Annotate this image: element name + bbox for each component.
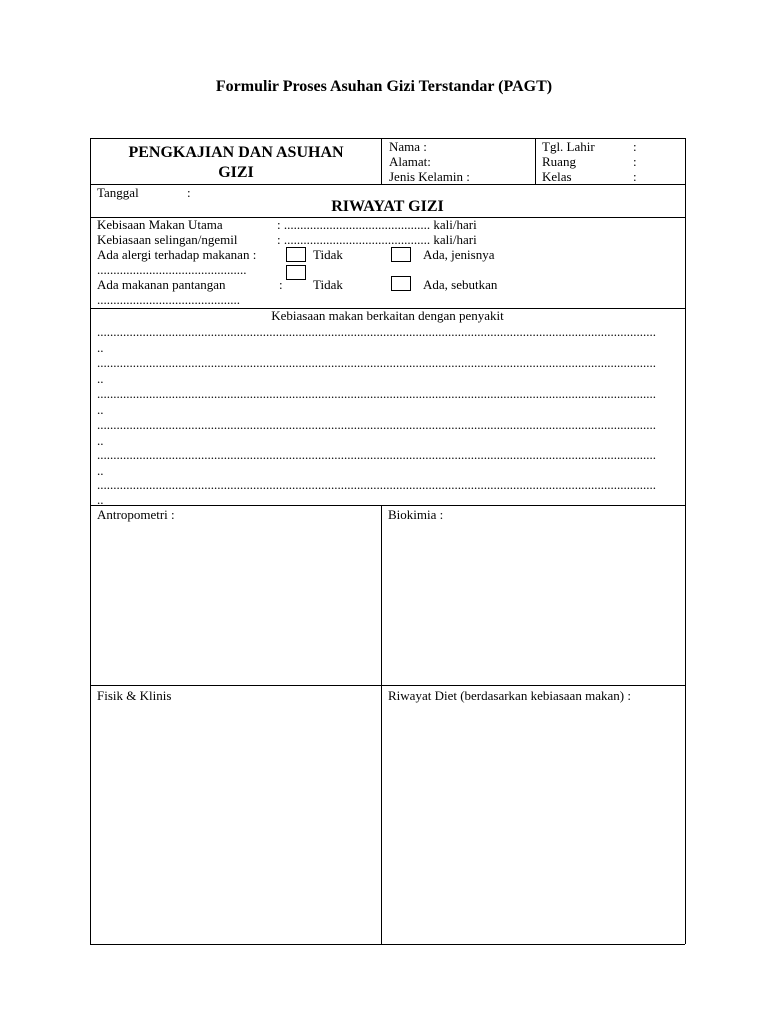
selingan-value: : ............................................. kali/hari — [277, 232, 477, 247]
ruang-colon: : — [633, 154, 637, 169]
penyakit-line-4-tail: .. — [97, 433, 104, 448]
nama-label: Nama : — [389, 139, 427, 154]
pantangan-dots[interactable]: ............................................ — [97, 292, 240, 307]
penyakit-line-6-tail: .. — [97, 492, 104, 507]
penyakit-line-3-tail: .. — [97, 402, 104, 417]
alergi-ada-label: Ada, jenisnya — [423, 247, 495, 262]
table-border-bottom — [90, 944, 685, 945]
pantangan-tidak-checkbox[interactable] — [286, 265, 306, 280]
riwayat-diet-label: Riwayat Diet (berdasarkan kebiasaan makan) : — [388, 688, 631, 703]
penyakit-line-1[interactable]: ............................................................................................................................................................................ — [97, 324, 656, 339]
antropometri-field[interactable] — [92, 524, 380, 684]
pantangan-ada-checkbox[interactable] — [391, 276, 411, 291]
tgl-lahir-label: Tgl. Lahir — [542, 139, 595, 154]
alamat-label: Alamat: — [389, 154, 431, 169]
alergi-label: Ada alergi terhadap makanan : — [97, 247, 257, 262]
penyakit-heading: Kebiasaan makan berkaitan dengan penyakit — [271, 308, 504, 323]
alergi-tidak-label: Tidak — [313, 247, 343, 262]
header-row-bottom — [90, 184, 685, 185]
form-heading — [92, 143, 380, 183]
pantangan-ada-label: Ada, sebutkan — [423, 277, 498, 292]
tanggal-label: Tanggal — [97, 185, 139, 200]
penyakit-bottom — [90, 505, 685, 506]
penyakit-line-1-tail: .. — [97, 340, 104, 355]
table-border-top — [90, 138, 685, 139]
biokimia-label: Biokimia : — [388, 507, 444, 522]
penyakit-line-3[interactable]: ............................................................................................................................................................................ — [97, 386, 656, 401]
fisik-klinis-field[interactable] — [92, 705, 380, 943]
alergi-dots[interactable]: .............................................. — [97, 262, 247, 277]
antropometri-label: Antropometri : — [97, 507, 175, 522]
jenis-kelamin-label: Jenis Kelamin : — [389, 169, 470, 184]
header-divider-1 — [381, 138, 382, 184]
fisik-klinis-label: Fisik & Klinis — [97, 688, 172, 703]
panels-middle-line — [90, 685, 685, 686]
kelas-label: Kelas — [542, 169, 572, 184]
kelas-colon: : — [633, 169, 637, 184]
penyakit-line-6[interactable]: ............................................................................................................................................................................ — [97, 477, 656, 492]
form-title: Formulir Proses Asuhan Gizi Terstandar (PAGT) — [215, 78, 553, 95]
header-divider-2 — [535, 138, 536, 184]
penyakit-line-5[interactable]: ............................................................................................................................................................................ — [97, 447, 656, 462]
makan-utama-label: Kebisaan Makan Utama — [97, 217, 223, 232]
table-border-left — [90, 138, 91, 944]
alergi-ada-checkbox[interactable] — [391, 247, 411, 262]
panels-center-divider — [381, 505, 382, 944]
table-border-right — [685, 138, 686, 944]
biokimia-field[interactable] — [383, 524, 684, 684]
pantangan-colon: : — [279, 277, 283, 292]
tgl-lahir-colon: : — [633, 139, 637, 154]
pantangan-tidak-label: Tidak — [313, 277, 343, 292]
penyakit-line-4[interactable]: ............................................................................................................................................................................ — [97, 417, 656, 432]
ruang-label: Ruang — [542, 154, 576, 169]
selingan-label: Kebiasaan selingan/ngemil — [97, 232, 238, 247]
riwayat-gizi-title: RIWAYAT GIZI — [331, 198, 444, 215]
form-heading-line2: GIZI — [218, 164, 254, 181]
alergi-tidak-checkbox[interactable] — [286, 247, 306, 262]
makan-utama-value: : ............................................. kali/hari — [277, 217, 477, 232]
riwayat-diet-field[interactable] — [383, 705, 684, 943]
form-heading-line1: PENGKAJIAN DAN ASUHAN — [128, 144, 344, 161]
penyakit-line-2[interactable]: ............................................................................................................................................................................ — [97, 355, 656, 370]
penyakit-line-2-tail: .. — [97, 371, 104, 386]
tanggal-colon: : — [187, 185, 191, 200]
pantangan-label: Ada makanan pantangan — [97, 277, 226, 292]
penyakit-line-5-tail: .. — [97, 463, 104, 478]
